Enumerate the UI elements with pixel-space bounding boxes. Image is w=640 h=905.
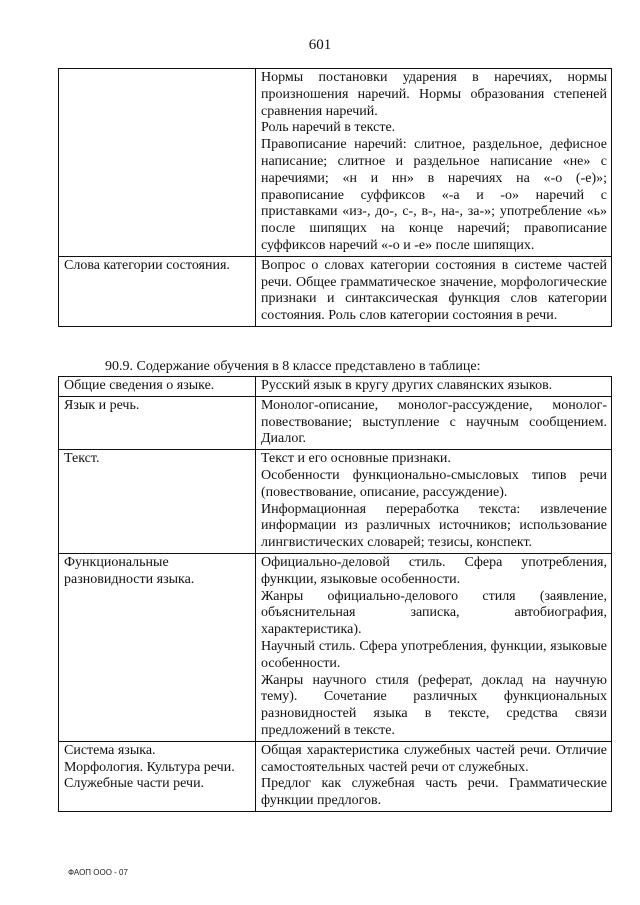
table-cell-topic: Общие сведения о языке. [59, 377, 256, 397]
table-cell-topic: Текст. [59, 450, 256, 554]
table-cell-topic [59, 741, 256, 811]
topic-line: Морфология. Культура речи. [64, 759, 235, 775]
content-table-7th-grade-end [58, 68, 612, 327]
table-row [59, 377, 612, 397]
table-cell-content [256, 69, 612, 257]
paragraph: Русский язык в кругу других славянских языков. [261, 378, 553, 393]
table-caption: 90.9. Содержание обучения в 8 классе представлено в таблице: [105, 359, 481, 374]
topic-line: Служебные части речи. [64, 776, 205, 792]
table-cell-content [256, 741, 612, 811]
paragraph: Роль наречий в тексте. [261, 120, 396, 136]
table-cell-topic: Язык и речь. [59, 396, 256, 449]
table-cell-topic [59, 69, 256, 257]
paragraph: Особенности функционально-смысловых типов речи (повествование, описание, рассуждение). [261, 467, 607, 500]
document-footer: ФАОП ООО - 07 [68, 868, 128, 877]
paragraph: Монолог-описание, монолог-рассуждение, монолог-повествование; выступление с научным сообщением. Диалог. [261, 397, 607, 447]
paragraph: Общая характеристика служебных частей речи. Отличие самостоятельных частей речи от служебных. [261, 742, 607, 775]
content-table-8th-grade [58, 376, 612, 812]
table-cell-content [256, 377, 612, 397]
table-row [59, 396, 612, 449]
paragraph: Вопрос о словах категории состояния в системе частей речи. Общее грамматическое значение, морфологические признаки и синтаксическая функция слов категории состояния. Роль слов категории состояния в речи. [261, 257, 607, 324]
table-row [59, 450, 612, 554]
paragraph: Предлог как служебная часть речи. Грамматические функции предлогов. [261, 776, 607, 809]
paragraph: Текст и его основные признаки. [261, 451, 451, 467]
table-cell-topic: Функциональные разновидности языка. [59, 553, 256, 741]
table-row [59, 553, 612, 741]
topic-line: Система языка. [64, 742, 156, 758]
paragraph: Нормы постановки ударения в наречиях, нормы произношения наречий. Нормы образования степеней сравнения наречий. [261, 70, 607, 119]
paragraph: Информационная переработка текста: извлечение информации из различных источников; использование лингвистических словарей; тезисы, конспект. [261, 501, 607, 551]
page-number: 601 [308, 37, 332, 53]
paragraph: Научный стиль. Сфера употребления, функции, языковые особенности. [261, 638, 607, 671]
paragraph: Жанры официально-делового стиля (заявление, объяснительная записка, автобиография, характеристика). [261, 588, 607, 638]
paragraph: Правописание наречий: слитное, раздельное, дефисное написание; слитное и раздельное написание «не» с наречиями; «н и нн» в наречиях на «-о (-е)»; правописание суффиксов «-а и -о» наречий с приставками «из-, до-, с-, в-, на-, за-»; употребление «ь» после шипящих на конце наречий; правописание суффиксов наречий «-о и -е» после шипящих. [261, 137, 607, 253]
paragraph: Официально-деловой стиль. Сфера употребления, функции, языковые особенности. [261, 554, 607, 587]
table-cell-content [256, 396, 612, 449]
table-cell-content [256, 256, 612, 326]
table-cell-content [256, 553, 612, 741]
table-cell-topic: Слова категории состояния. [59, 256, 256, 326]
table-row [59, 256, 612, 326]
table-row [59, 69, 612, 257]
table-cell-content [256, 450, 612, 554]
paragraph: Жанры научного стиля (реферат, доклад на научную тему). Сочетание различных функциональных разновидностей языка в тексте, средства связи предложений в тексте. [261, 672, 607, 738]
table-row [59, 741, 612, 811]
